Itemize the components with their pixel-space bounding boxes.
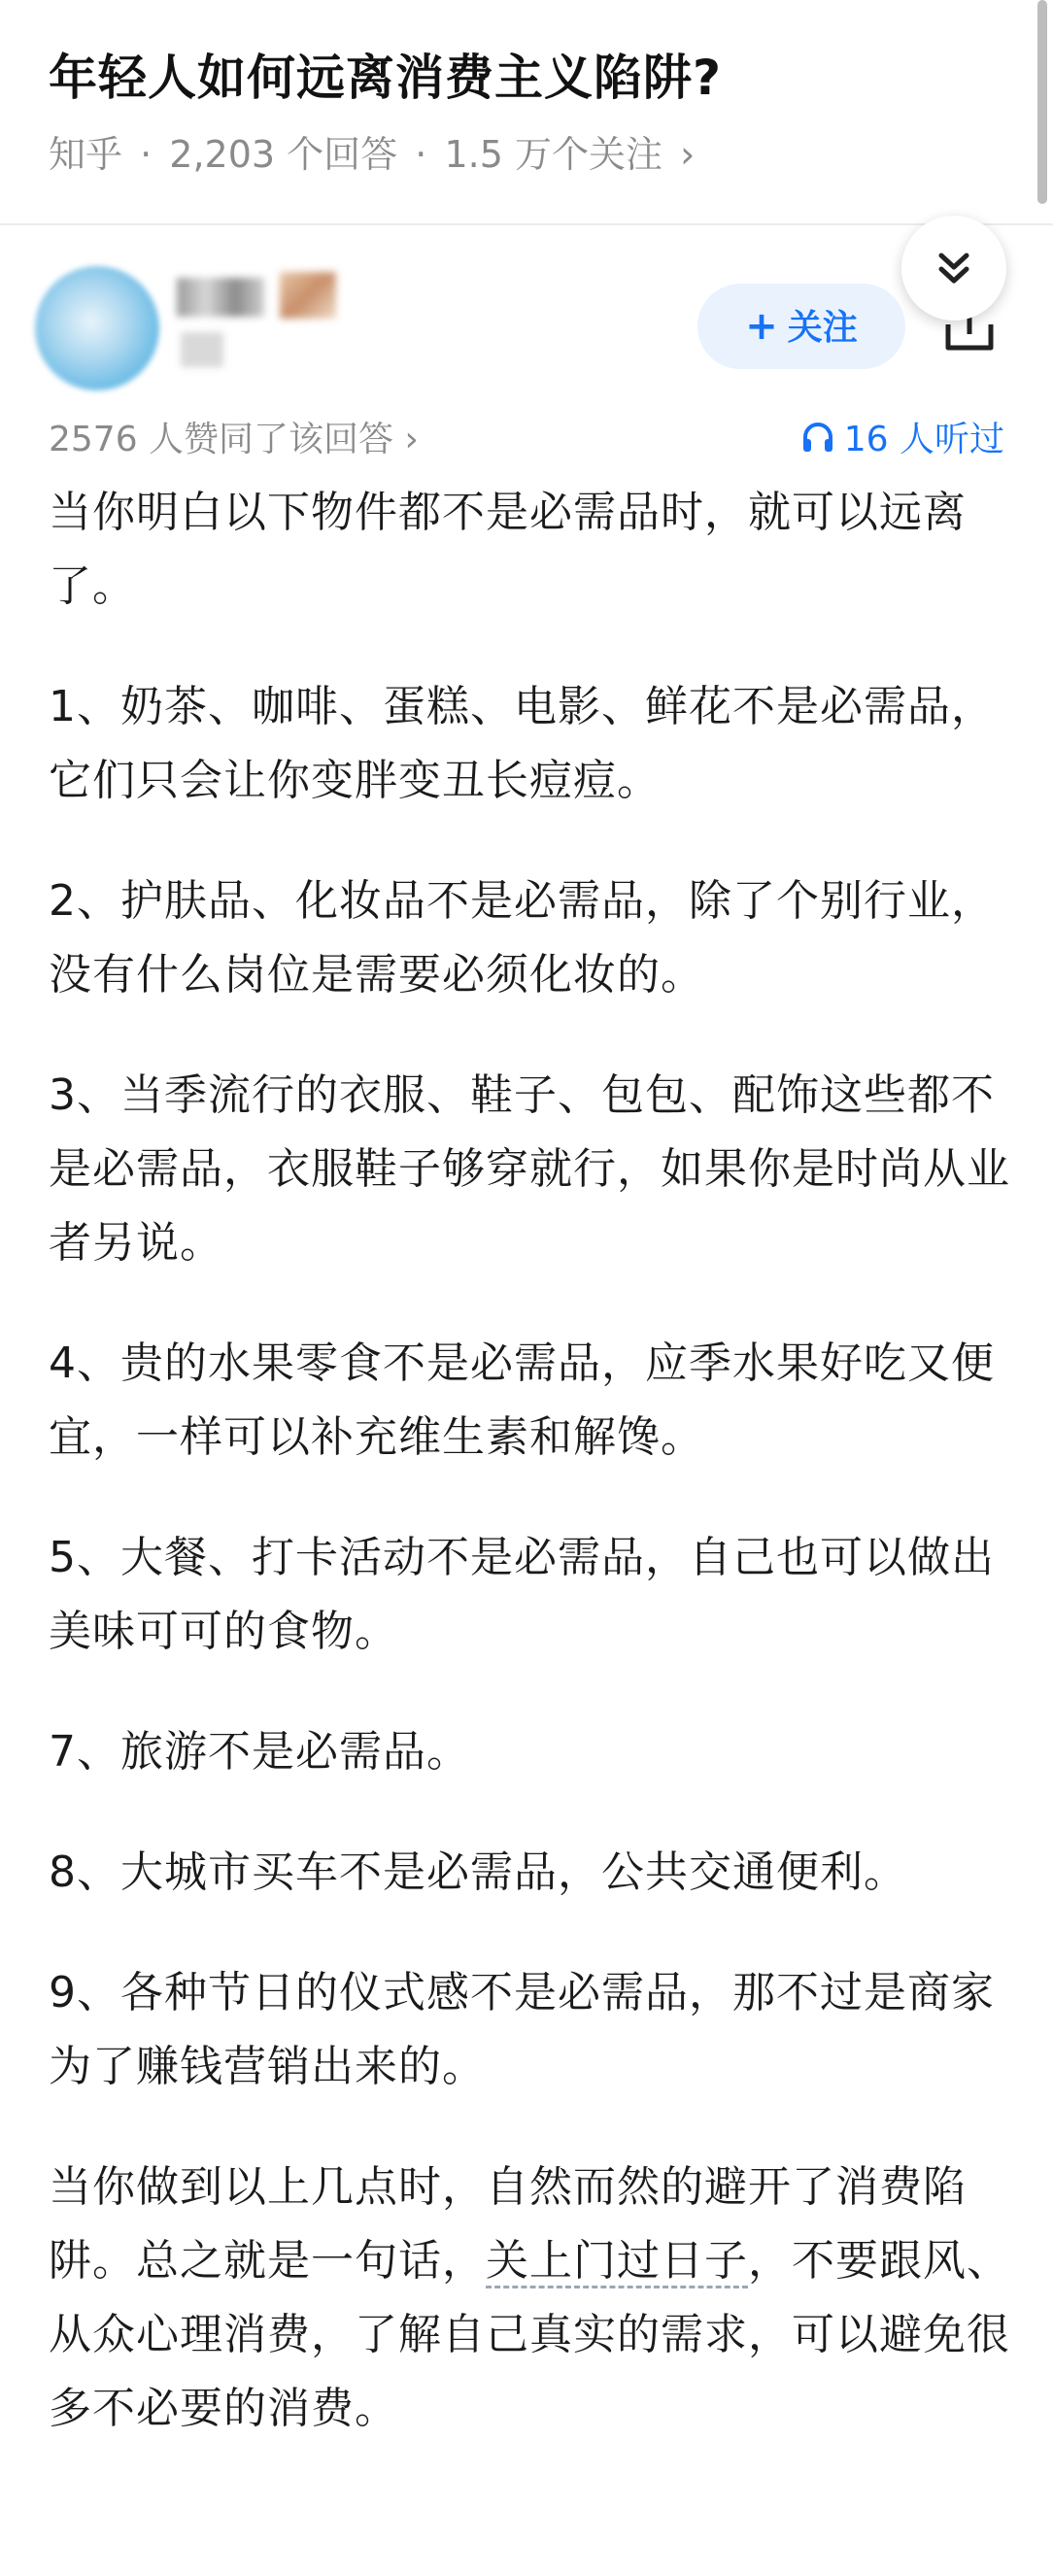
- summary-text: ，不要跟风、从众心理消费，了解自己真实的需求，可以避免很多不必要的消费。: [49, 2236, 1010, 2433]
- vote-count-link[interactable]: 2576 人赞同了该回答 ›: [49, 420, 419, 459]
- question-title[interactable]: 年轻人如何远离消费主义陷阱?: [49, 50, 723, 106]
- author-bio-blurred: [181, 332, 223, 367]
- answer-paragraph: 8、大城市买车不是必需品，公共交通便利。: [49, 1847, 907, 1897]
- collapse-button[interactable]: [901, 216, 1006, 321]
- chevron-right-icon: ›: [680, 133, 696, 176]
- source-label: 知乎: [49, 133, 123, 176]
- listen-count-label: 16 人听过: [843, 420, 1004, 459]
- summary-text: 当你做到以上几点时，自然而然的避开了消费陷阱。总之就是一句话，: [49, 2162, 967, 2286]
- question-meta[interactable]: [49, 124, 700, 178]
- answer-paragraph-summary: [49, 2151, 1010, 2446]
- listen-count[interactable]: [799, 412, 1004, 461]
- author-name-blurred[interactable]: [177, 278, 264, 317]
- follower-count: 1.5 万个关注: [444, 133, 662, 176]
- answer-paragraph: 3、当季流行的衣服、鞋子、包包、配饰这些都不是必需品，衣服鞋子够穿就行，如果你是时尚从业者另说。: [49, 1070, 1010, 1268]
- double-chevron-down-icon: [932, 246, 976, 290]
- plus-icon: +: [745, 304, 778, 349]
- author-badge-blurred: [280, 272, 336, 319]
- answer-paragraph: 2、护肤品、化妆品不是必需品，除了个别行业，没有什么岗位是需要必须化妆的。: [49, 876, 995, 1000]
- answer-paragraph: 4、贵的水果零食不是必需品，应季水果好吃又便宜，一样可以补充维生素和解馋。: [49, 1339, 995, 1462]
- answer-paragraph: 9、各种节日的仪式感不是必需品，那不过是商家为了赚钱营销出来的。: [49, 1968, 995, 2091]
- question-header[interactable]: [0, 0, 1053, 225]
- follow-button[interactable]: [697, 284, 905, 369]
- headphones-icon: [799, 419, 836, 456]
- follow-label: 关注: [787, 308, 858, 348]
- answer-paragraph: 1、奶茶、咖啡、蛋糕、电影、鲜花不是必需品，它们只会让你变胖变丑长痘痘。: [49, 682, 995, 805]
- answer-count: 2,203 个回答: [169, 133, 398, 176]
- answer-paragraph: 当你明白以下物件都不是必需品时，就可以远离了。: [49, 488, 967, 611]
- avatar[interactable]: [35, 266, 159, 390]
- answer-paragraph: 7、旅游不是必需品。: [49, 1727, 470, 1777]
- divider: [0, 223, 1053, 225]
- meta-separator: ·: [140, 133, 153, 176]
- answer-content: [49, 476, 1010, 2492]
- answer-paragraph: 5、大餐、打卡活动不是必需品，自己也可以做出美味可可的食物。: [49, 1533, 995, 1656]
- scrollbar[interactable]: [1037, 0, 1047, 204]
- keyword-link[interactable]: 关上门过日子: [486, 2236, 748, 2288]
- meta-separator: ·: [415, 133, 427, 176]
